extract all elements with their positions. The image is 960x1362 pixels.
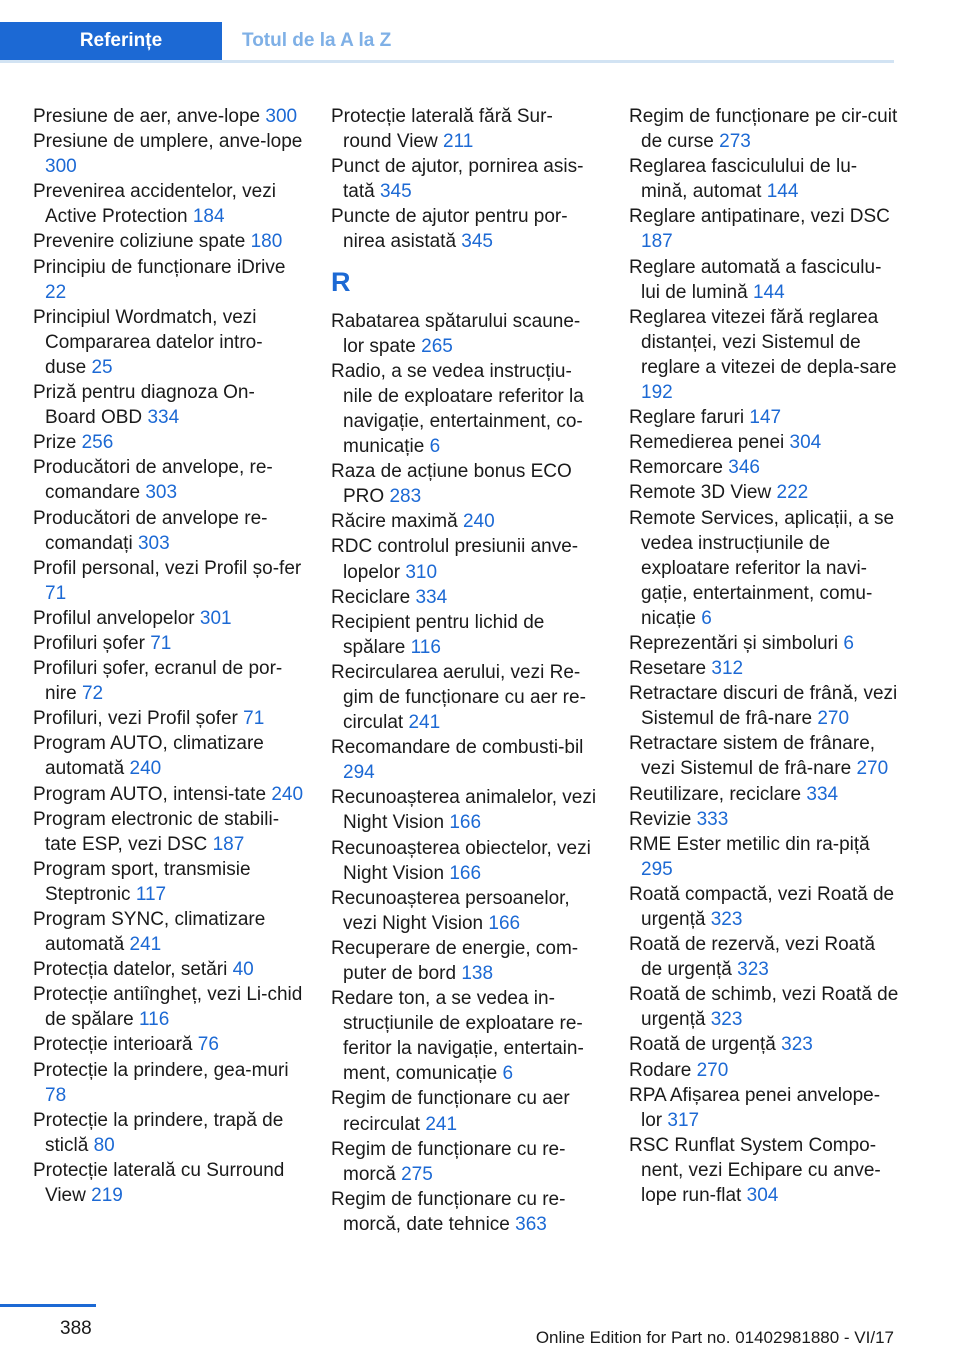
index-entry-text: Punct de ajutor, pornirea asis-tată xyxy=(331,156,584,203)
index-entry xyxy=(331,534,601,584)
page-link[interactable]: 295 xyxy=(641,858,673,880)
page-link[interactable]: 25 xyxy=(91,356,113,378)
index-entry-text: Recunoașterea persoanelor, vezi Night Vision xyxy=(331,887,570,934)
index-entry xyxy=(331,585,601,610)
page-link[interactable]: 334 xyxy=(415,586,448,608)
index-entry xyxy=(629,656,899,681)
index-entry-text: Profiluri șofer, ecranul de por-nire xyxy=(33,658,283,705)
index-entry xyxy=(33,1032,303,1057)
page-link[interactable]: 180 xyxy=(250,231,283,253)
index-entry-text: Program sport, transmisie Steptronic xyxy=(33,858,251,905)
index-entry xyxy=(33,229,303,254)
page-link[interactable]: 304 xyxy=(789,432,822,454)
page-link[interactable]: 138 xyxy=(461,963,494,984)
index-entry xyxy=(33,1108,303,1158)
page-link[interactable]: 270 xyxy=(817,708,850,730)
page-link[interactable]: 304 xyxy=(746,1185,779,1207)
page-link[interactable]: 363 xyxy=(515,1213,547,1235)
section-letter: R xyxy=(331,266,351,297)
index-entry xyxy=(33,957,303,982)
index-entry-text: Răcire maximă xyxy=(331,511,458,533)
index-entry-text: Protecție laterală cu Surround View xyxy=(33,1159,285,1207)
index-entry-text: Priză pentru diagnoza On-Board OBD xyxy=(33,382,255,429)
index-entry xyxy=(629,681,899,731)
index-entry xyxy=(331,459,601,509)
index-entry xyxy=(629,1058,899,1083)
index-entry xyxy=(33,907,303,957)
index-entry-text: Reprezentări și simboluri xyxy=(629,632,839,654)
index-entry-text: Recircularea aerului, vezi Re-gim de funcționare cu aer re-circulat xyxy=(331,661,586,734)
page-link[interactable]: 346 xyxy=(728,457,760,479)
index-entry xyxy=(33,430,303,455)
index-entry-text: Protecție antiîngheț, vezi Li-chid de spălare xyxy=(33,984,303,1031)
index-entry-text: Raza de acțiune bonus ECO PRO xyxy=(331,461,572,508)
index-entry xyxy=(33,631,303,656)
index-entry-text: Protecție laterală fără Sur-round View xyxy=(331,106,553,153)
index-entry xyxy=(629,807,899,832)
index-entry xyxy=(331,785,601,835)
page-link[interactable]: 283 xyxy=(389,486,422,508)
index-entry-text: Resetare xyxy=(629,658,707,680)
index-entry-text: Program AUTO, intensi-tate xyxy=(33,783,267,805)
page-link[interactable]: 166 xyxy=(488,912,521,934)
index-entry-text: Prize xyxy=(33,432,77,454)
index-entry-text: Profilul anvelopelor xyxy=(33,607,195,629)
index-entry-text: Principiu de funcționare iDrive xyxy=(33,256,286,278)
index-entry-text: RSC Runflat System Compo-nent, vezi Echipare cu anve-lope run-flat xyxy=(629,1134,881,1207)
index-entry xyxy=(629,782,899,807)
index-entry-text: Reglarea vitezei fără reglarea distanței, vezi Sistemul de reglare a vitezei de depla-sare xyxy=(629,306,897,378)
index-entry-text: Retractare sistem de frânare, vezi Sistemul de frâ-nare xyxy=(629,733,876,780)
page-link[interactable]: 71 xyxy=(45,582,67,604)
index-entry xyxy=(33,255,303,305)
page-link[interactable]: 300 xyxy=(45,156,77,178)
index-entry xyxy=(629,631,899,656)
tab-referinte[interactable]: Referințe xyxy=(0,22,222,60)
index-entry-text: Presiune de aer, anve-lope xyxy=(33,106,261,127)
index-entry xyxy=(331,936,601,986)
page-link[interactable]: 219 xyxy=(91,1185,123,1207)
index-entry-text: Rodare xyxy=(629,1059,692,1081)
page-link[interactable]: 323 xyxy=(710,909,743,930)
index-entry-text: RDC controlul presiunii anve-lopelor xyxy=(331,536,579,583)
index-entry-text: Recipient pentru lichid de spălare xyxy=(331,611,545,658)
index-entry xyxy=(629,255,899,305)
page-link[interactable]: 40 xyxy=(232,959,254,981)
index-entry-text: Prevenire coliziune spate xyxy=(33,231,246,253)
index-entry xyxy=(33,1158,303,1208)
page-link[interactable]: 116 xyxy=(139,1009,170,1031)
page-link[interactable]: 192 xyxy=(641,382,673,404)
page-link[interactable]: 184 xyxy=(192,206,225,228)
index-entry-text: Redare ton, a se vedea in-strucțiunile de exploatare re-feritor la navigație, entertain-ment, comunicație xyxy=(331,988,584,1085)
index-entry xyxy=(33,380,303,430)
index-entry-text: Recomandare de combusti-bil xyxy=(331,737,584,759)
index-entry-text: Retractare discuri de frână, vezi Sistemul de frâ-nare xyxy=(629,683,898,730)
index-entry-text: Reglare faruri xyxy=(629,407,745,429)
index-entry xyxy=(331,359,601,459)
index-entry-text: Profiluri, vezi Profil șofer xyxy=(33,708,238,730)
page-link[interactable]: 6 xyxy=(429,436,441,458)
page-link[interactable]: 334 xyxy=(147,407,180,429)
page-link[interactable]: 300 xyxy=(265,106,298,127)
index-entry-text: Producători de anvelope re-comandați xyxy=(33,507,268,554)
index-entry-text: Roată de schimb, vezi Roată de urgență xyxy=(629,984,899,1031)
index-column-3 xyxy=(629,104,899,1208)
page-link[interactable]: 241 xyxy=(425,1113,458,1135)
page-link[interactable]: 222 xyxy=(776,482,809,504)
page-link[interactable]: 275 xyxy=(401,1163,433,1185)
index-entry xyxy=(629,154,899,204)
index-entry xyxy=(331,735,601,785)
index-entry xyxy=(33,1058,303,1108)
page-link[interactable]: 71 xyxy=(243,708,265,730)
page-link[interactable]: 240 xyxy=(129,758,162,780)
page-link[interactable]: 240 xyxy=(271,783,304,805)
tab-totul-de-la-a-la-z[interactable]: Totul de la A la Z xyxy=(242,30,392,51)
index-entry-text: Remorcare xyxy=(629,457,723,479)
index-entry xyxy=(33,179,303,229)
page-link[interactable]: 240 xyxy=(462,511,495,533)
page-link[interactable]: 144 xyxy=(752,281,785,303)
index-entry-text: Protecția datelor, setări xyxy=(33,959,228,981)
index-entry xyxy=(331,1137,601,1187)
index-entry xyxy=(629,1083,899,1133)
edition-note: Online Edition for Part no. 01402981880 - VI/17 xyxy=(535,1328,894,1347)
page-link[interactable]: 22 xyxy=(45,281,67,303)
index-entry-text: Remote Services, aplicații, a se vedea instrucțiunile de exploatare referitor la navi-gație, entertainment, comu-nicație xyxy=(629,507,895,629)
page-link[interactable]: 317 xyxy=(667,1109,700,1131)
page-link[interactable]: 187 xyxy=(212,833,245,855)
page-link[interactable]: 345 xyxy=(379,181,412,203)
page-link[interactable]: 294 xyxy=(343,762,375,784)
index-entry xyxy=(331,104,601,154)
page-link[interactable]: 333 xyxy=(696,808,729,830)
page-link[interactable]: 345 xyxy=(461,231,493,253)
index-entry-text: Program AUTO, climatizare automată xyxy=(33,733,264,780)
index-entry-text: Reciclare xyxy=(331,586,411,608)
page-link[interactable]: 241 xyxy=(408,712,441,734)
index-entry-text: Regim de funcționare cu re-morcă xyxy=(331,1138,566,1185)
index-entry xyxy=(629,204,899,254)
index-entry-text: Protecție la prindere, gea-muri xyxy=(33,1059,289,1081)
index-entry xyxy=(33,104,303,129)
index-entry xyxy=(629,480,899,505)
index-entry xyxy=(629,832,899,882)
index-column-1 xyxy=(33,104,303,1208)
index-entry xyxy=(331,660,601,735)
index-entry-text: Profiluri șofer xyxy=(33,632,145,654)
index-entry-text: Roată de urgență xyxy=(629,1034,776,1056)
index-entry xyxy=(33,506,303,556)
index-entry xyxy=(331,204,601,254)
index-entry-text: Puncte de ajutor pentru por-nirea asistată xyxy=(331,206,568,253)
page-link[interactable]: 310 xyxy=(405,561,438,583)
index-entry-text: Recunoașterea animalelor, vezi Night Vision xyxy=(331,787,597,834)
index-entry-text: Rabatarea spătarului scaune-lor spate xyxy=(331,310,581,357)
index-entry xyxy=(331,509,601,534)
page-link[interactable]: 273 xyxy=(719,131,751,153)
page-link[interactable]: 72 xyxy=(81,683,104,705)
page-link[interactable]: 312 xyxy=(711,658,744,680)
page-link[interactable]: 323 xyxy=(737,959,769,981)
index-entry-text: Revizie xyxy=(629,808,692,830)
index-entry xyxy=(33,606,303,631)
index-entry-text: Radio, a se vedea instrucțiu-nile de exploatare referitor la navigație, entertainment, co-municație xyxy=(331,360,584,458)
index-entry xyxy=(331,309,601,359)
page-link[interactable]: 323 xyxy=(781,1034,813,1056)
page-link[interactable]: 334 xyxy=(806,783,839,805)
index-entry xyxy=(629,430,899,455)
index-entry xyxy=(33,982,303,1032)
page-link[interactable]: 144 xyxy=(766,181,799,203)
index-entry xyxy=(331,154,601,204)
index-entry xyxy=(629,1133,899,1208)
index-entry xyxy=(331,1086,601,1136)
page-link[interactable]: 241 xyxy=(129,934,162,956)
index-entry-text: RME Ester metilic din ra-piță xyxy=(629,833,870,855)
page-link[interactable]: 80 xyxy=(93,1134,115,1156)
index-entry-text: Roată de rezervă, vezi Roată de urgență xyxy=(629,934,876,981)
index-entry-text: Protecție la prindere, trapă de sticlă xyxy=(33,1109,284,1156)
index-entry xyxy=(629,882,899,932)
index-entry xyxy=(331,986,601,1086)
index-entry-text: Recuperare de energie, com-puter de bord xyxy=(331,937,579,984)
index-entry-text: Presiune de umplere, anve-lope xyxy=(33,131,303,153)
index-entry xyxy=(33,129,303,179)
page-link[interactable]: 117 xyxy=(135,883,167,905)
index-entry-text: Reglarea fasciculului de lu-mină, automat xyxy=(629,156,858,203)
index-entry xyxy=(33,731,303,781)
index-entry-text: Protecție interioară xyxy=(33,1034,193,1056)
index-entry xyxy=(33,857,303,907)
page-link[interactable]: 6 xyxy=(502,1063,514,1085)
index-entry xyxy=(629,405,899,430)
page-link[interactable]: 256 xyxy=(81,432,114,454)
index-entry xyxy=(629,305,899,405)
index-entry xyxy=(629,104,899,154)
index-entry xyxy=(629,982,899,1032)
header-bar xyxy=(0,22,894,63)
page-link[interactable]: 270 xyxy=(856,758,889,780)
page-link[interactable]: 166 xyxy=(449,812,482,834)
index-entry xyxy=(629,1032,899,1057)
index-entry xyxy=(33,556,303,606)
index-entry-text: Producători de anvelope, re-comandare xyxy=(33,457,273,504)
footer-rule xyxy=(0,1304,96,1307)
index-entry-text: Remedierea penei xyxy=(629,432,785,454)
index-entry xyxy=(33,706,303,731)
index-entry xyxy=(629,506,899,631)
page-link[interactable]: 303 xyxy=(145,482,178,504)
page-link[interactable]: 147 xyxy=(749,407,782,429)
index-entry-text: Prevenirea accidentelor, vezi Active Protection xyxy=(33,181,276,228)
index-entry xyxy=(33,807,303,857)
index-entry xyxy=(331,610,601,660)
index-entry xyxy=(33,305,303,380)
page-link[interactable]: 76 xyxy=(197,1034,219,1056)
index-entry xyxy=(33,455,303,505)
page-link[interactable]: 6 xyxy=(843,632,854,654)
page-link[interactable]: 301 xyxy=(199,607,232,629)
index-entry xyxy=(331,1187,601,1237)
index-entry xyxy=(331,836,601,886)
page-link[interactable]: 6 xyxy=(701,607,712,629)
index-entry-text: Reglare automată a fasciculu-lui de lumină xyxy=(629,256,882,303)
index-entry-text: Program SYNC, climatizare automată xyxy=(33,909,266,956)
page-link[interactable]: 78 xyxy=(45,1084,67,1106)
index-entry-text: RPA Afișarea penei anvelope-lor xyxy=(629,1084,881,1131)
index-entry-text: Program electronic de stabili-tate ESP, vezi DSC xyxy=(33,808,280,855)
index-entry-text: Reglare antipatinare, vezi DSC xyxy=(629,206,890,228)
index-entry-text: Regim de funcționare cu re-morcă, date tehnice xyxy=(331,1188,566,1235)
index-entry xyxy=(629,455,899,480)
index-entry xyxy=(629,731,899,781)
index-entry-text: Regim de funcționare cu aer recirculat xyxy=(331,1088,570,1135)
page-link[interactable]: 211 xyxy=(443,131,474,153)
page-link[interactable]: 270 xyxy=(696,1059,729,1081)
index-entry xyxy=(629,932,899,982)
index-entry-text: Remote 3D View xyxy=(629,482,772,504)
index-entry-text: Roată compactă, vezi Roată de urgență xyxy=(629,883,895,930)
index-entry-text: Regim de funcționare pe cir-cuit de curse xyxy=(629,106,898,153)
index-entry xyxy=(33,782,303,807)
page-link[interactable]: 71 xyxy=(150,632,172,654)
page-link[interactable]: 116 xyxy=(410,636,441,658)
page-link[interactable]: 303 xyxy=(137,532,170,554)
page-link[interactable]: 187 xyxy=(641,231,673,253)
page-link[interactable]: 265 xyxy=(421,335,453,357)
index-entry xyxy=(33,656,303,706)
index-entry-text: Principiul Wordmatch, vezi Compararea datelor intro-duse xyxy=(33,306,263,378)
index-entry-text: Reutilizare, reciclare xyxy=(629,783,802,805)
page-link[interactable]: 166 xyxy=(449,862,482,884)
index-entry xyxy=(331,886,601,936)
index-entry-text: Profil personal, vezi Profil șo-fer xyxy=(33,557,302,579)
index-entry-text: Recunoașterea obiectelor, vezi Night Vision xyxy=(331,837,591,884)
page-link[interactable]: 323 xyxy=(710,1009,743,1031)
page-number: 388 xyxy=(60,1318,92,1339)
index-column-2 xyxy=(331,104,601,1237)
